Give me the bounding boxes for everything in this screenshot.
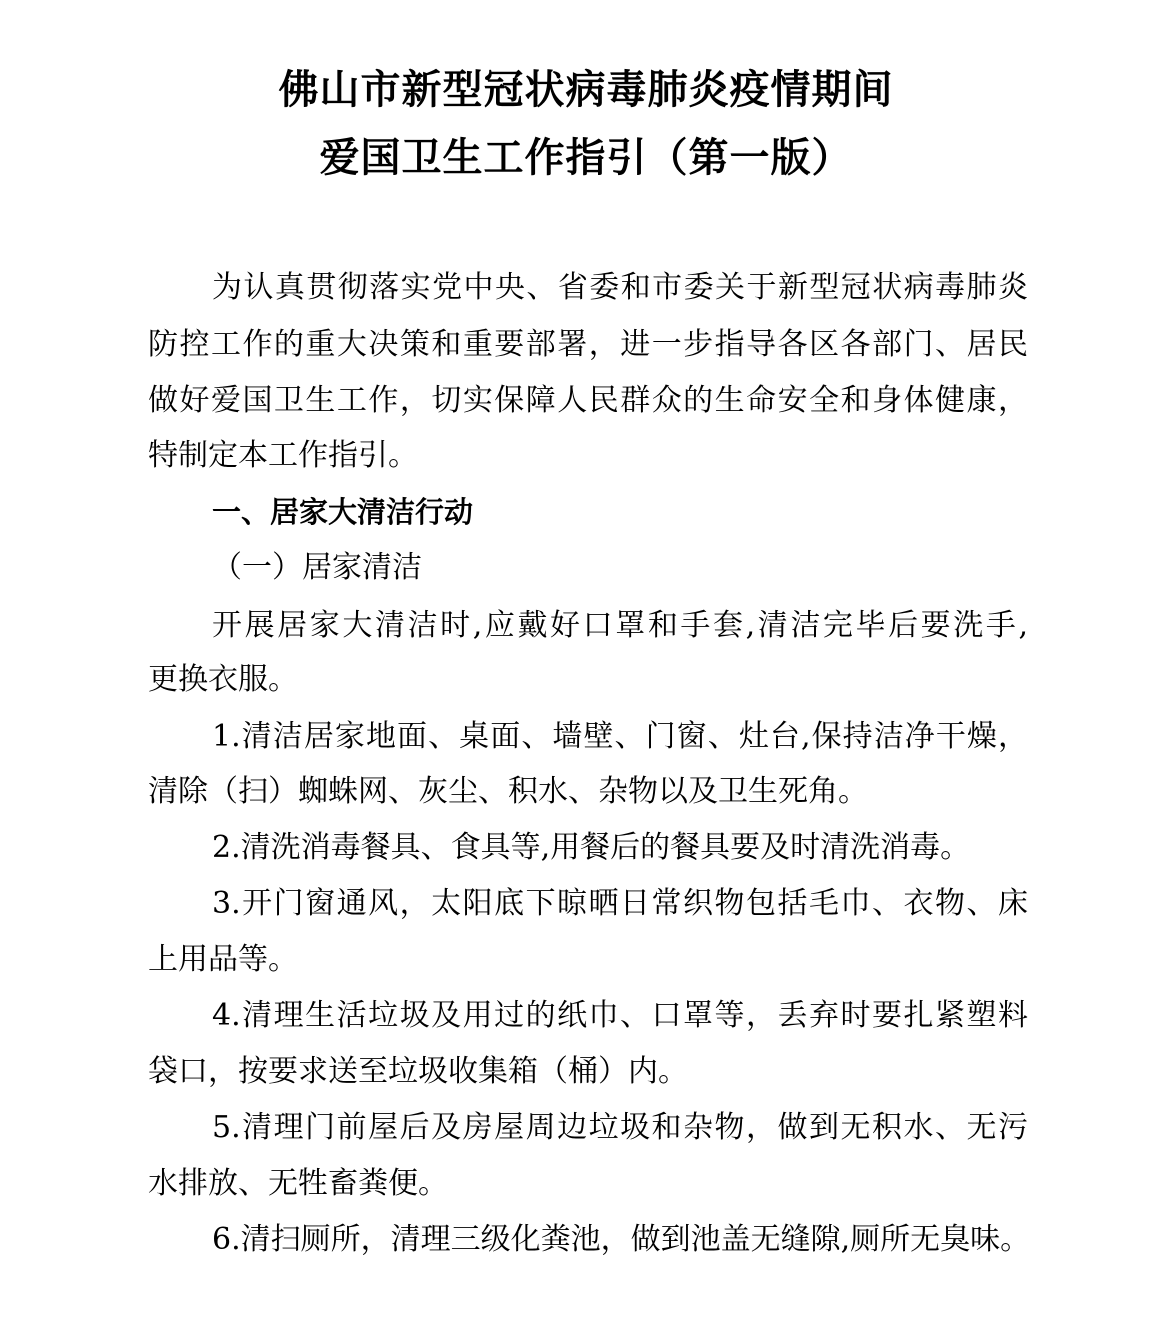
intro-line-2: 防控工作的重大决策和重要部署，进一步指导各区各部门、居民 [148, 327, 1028, 362]
item-1-line-2: 清除（扫）蜘蛛网、灰尘、积水、杂物以及卫生死角。 [148, 774, 868, 809]
item-4-line-2: 袋口，按要求送至垃圾收集箱（桶）内。 [148, 1054, 688, 1089]
document-title-line-1: 佛山市新型冠状病毒肺炎疫情期间 [278, 67, 894, 113]
item-3-line-2: 上用品等。 [148, 942, 298, 977]
document-title-line-2: 爱国卫生工作指引（第一版） [319, 135, 853, 181]
intro-line-3: 做好爱国卫生工作，切实保障人民群众的生命安全和身体健康， [148, 383, 1028, 418]
item-1-line-1: 1.清洁居家地面、桌面、墙壁、门窗、灶台,保持洁净干燥， [212, 719, 1028, 754]
item-4-line-1: 4.清理生活垃圾及用过的纸巾、口罩等，丢弃时要扎紧塑料 [212, 998, 1028, 1033]
item-5-line-2: 水排放、无牲畜粪便。 [148, 1166, 448, 1201]
item-2-line-1: 2.清洗消毒餐具、食具等,用餐后的餐具要及时清洗消毒。 [212, 830, 971, 865]
item-5-line-1: 5.清理门前屋后及房屋周边垃圾和杂物，做到无积水、无污 [212, 1110, 1028, 1145]
sub-para-line-2: 更换衣服。 [148, 662, 298, 697]
item-3-line-1: 3.开门窗通风，太阳底下晾晒日常织物包括毛巾、衣物、床 [212, 886, 1028, 921]
sub-para-line-1: 开展居家大清洁时,应戴好口罩和手套,清洁完毕后要洗手, [212, 608, 1028, 643]
section-heading: 一、居家大清洁行动 [212, 495, 474, 529]
intro-line-1: 为认真贯彻落实党中央、省委和市委关于新型冠状病毒肺炎 [212, 270, 1028, 305]
intro-line-4: 特制定本工作指引。 [148, 438, 418, 473]
subsection-heading: （一）居家清洁 [212, 550, 422, 585]
item-6-line-1: 6.清扫厕所，清理三级化粪池，做到池盖无缝隙,厕所无臭味。 [212, 1222, 1031, 1257]
